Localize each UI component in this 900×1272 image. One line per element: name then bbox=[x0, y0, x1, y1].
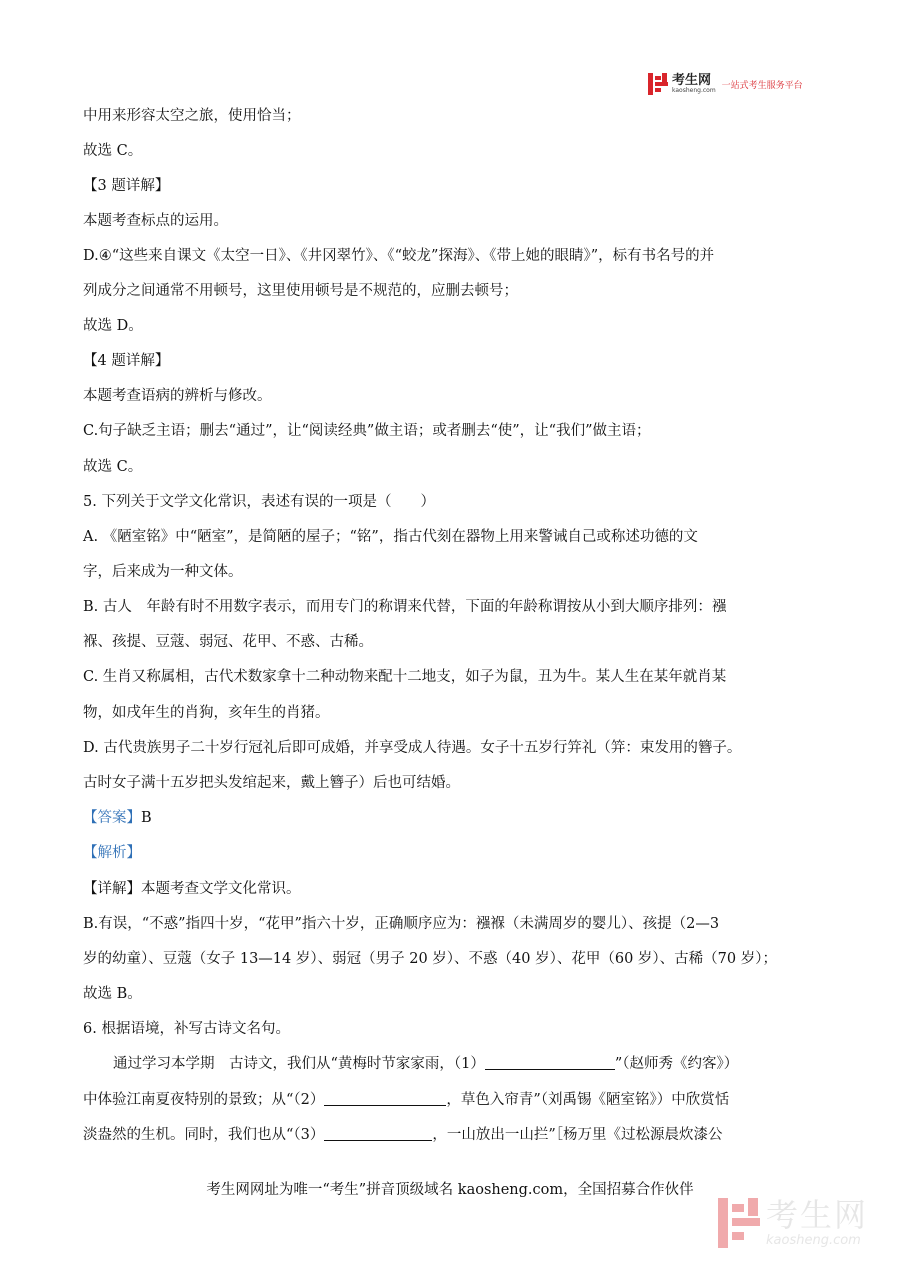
option-d: D. 古代贵族男子二十岁行冠礼后即可成婚，并享受成人待遇。女子十五岁行笄礼（笄：束发用的簪子。 bbox=[83, 740, 742, 756]
fill-text: 中体验江南夏夜特别的景致；从“（2） bbox=[83, 1092, 325, 1108]
text-line: 故选 B。 bbox=[83, 986, 142, 1002]
text-line: 字，后来成为一种文体。 bbox=[83, 564, 243, 580]
fill-text: ”（赵师秀《约客》） bbox=[614, 1056, 739, 1072]
watermark-name: 考生网 bbox=[766, 1195, 869, 1234]
option-b: B. 古人 年龄有时不用数字表示，而用专门的称谓来代替，下面的年龄称谓按从小到大顺序排列：襁 bbox=[83, 599, 727, 615]
text-line: 古时女子满十五岁把头发绾起来，戴上簪子）后也可结婚。 bbox=[83, 775, 460, 791]
fill-text: ，草色入帘青”（刘禹锡《陋室铭》）中欣赏恬 bbox=[446, 1092, 730, 1108]
logo-domain: kaosheng.com bbox=[672, 87, 716, 94]
answer-label: 【答案】 bbox=[83, 810, 141, 826]
text-line: 褓、孩提、豆蔻、弱冠、花甲、不惑、古稀。 bbox=[83, 634, 373, 650]
logo-name: 考生网 bbox=[672, 73, 712, 88]
watermark-domain: kaosheng.com bbox=[766, 1232, 861, 1248]
logo-slogan: 一站式考生服务平台 bbox=[721, 80, 803, 91]
text-line: 物，如戌年生的肖狗，亥年生的肖猪。 bbox=[83, 705, 330, 721]
option-c: C. 生肖又称属相，古代术数家拿十二种动物来配十二地支，如子为鼠，丑为牛。某人生在某年就肖某 bbox=[83, 669, 727, 685]
question-5: 5. 下列关于文学文化常识，表述有误的一项是（ ） bbox=[83, 494, 435, 510]
blank-3[interactable] bbox=[324, 1126, 432, 1141]
text-line: C.句子缺乏主语；删去“通过”，让“阅读经典”做主语；或者删去“使”，让“我们”做主语； bbox=[83, 423, 651, 439]
text-line: 【详解】本题考查文学文化常识。 bbox=[83, 881, 301, 897]
blank-2[interactable] bbox=[324, 1091, 446, 1106]
text-line: 本题考查标点的运用。 bbox=[83, 213, 228, 229]
text-line: 岁的幼童）、豆蔻（女子 13—14 岁）、弱冠（男子 20 岁）、不惑（40 岁）、花甲（60 岁）、古稀（70 岁）； bbox=[83, 951, 777, 967]
answer-value: B bbox=[141, 810, 152, 826]
kaosheng-watermark-icon bbox=[718, 1198, 762, 1248]
fill-line bbox=[113, 1054, 738, 1074]
option-a: A. 《陋室铭》中“陋室”，是简陋的屋子；“铭”，指古代刻在器物上用来警诫自己或称述功德的文 bbox=[83, 529, 698, 545]
answer-line bbox=[83, 808, 152, 828]
header-logo bbox=[648, 70, 818, 98]
text-line: D.④“这些来自课文《太空一日》、《井冈翠竹》、《“蛟龙”探海》、《带上她的眼睛》”，标有书名号的并 bbox=[83, 248, 715, 264]
text-line: 中用来形容太空之旅，使用恰当； bbox=[83, 108, 301, 124]
text-line: 故选 C。 bbox=[83, 459, 143, 475]
text-line: 【4 题详解】 bbox=[83, 353, 170, 369]
text-line: 【3 题详解】 bbox=[83, 178, 170, 194]
watermark bbox=[718, 1195, 869, 1248]
text-line: 本题考查语病的辨析与修改。 bbox=[83, 388, 272, 404]
analysis-label: 【解析】 bbox=[83, 845, 141, 861]
fill-line bbox=[83, 1090, 729, 1110]
fill-text: 通过学习本学期 古诗文，我们从“黄梅时节家家雨，（1） bbox=[113, 1056, 485, 1072]
kaosheng-logo-icon bbox=[648, 73, 668, 95]
question-6: 6. 根据语境，补写古诗文名句。 bbox=[83, 1021, 290, 1037]
text-line: 故选 C。 bbox=[83, 143, 143, 159]
fill-line bbox=[83, 1125, 723, 1145]
fill-text: 淡盎然的生机。同时，我们也从“（3） bbox=[83, 1127, 325, 1143]
fill-text: ，一山放出一山拦”［杨万里《过松源晨炊漆公 bbox=[432, 1127, 723, 1143]
text-line: 故选 D。 bbox=[83, 318, 143, 334]
footer-text: 考生网网址为唯一“考生”拼音顶级域名 kaosheng.com，全国招募合作伙伴 bbox=[206, 1182, 694, 1198]
blank-1[interactable] bbox=[485, 1055, 615, 1070]
text-line: 列成分之间通常不用顿号，这里使用顿号是不规范的，应删去顿号； bbox=[83, 283, 518, 299]
text-line: B.有误，“不惑”指四十岁，“花甲”指六十岁，正确顺序应为：襁褓（未满周岁的婴儿）、孩提（2—3 bbox=[83, 916, 720, 932]
